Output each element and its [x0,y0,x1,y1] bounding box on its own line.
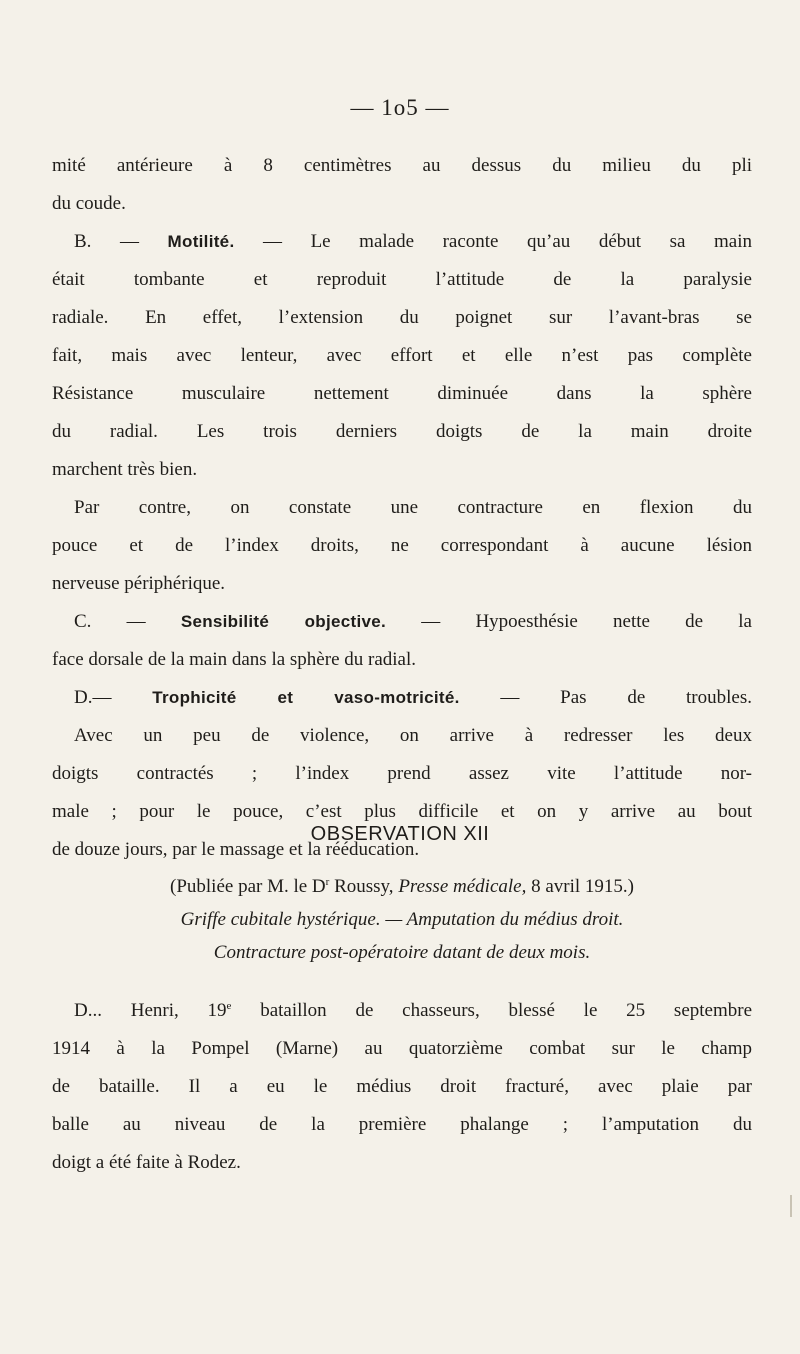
text-line [52,527,752,565]
observation-source [52,870,752,903]
body-text-top [52,147,752,869]
text-line [52,375,752,413]
section-letter: B. — [74,231,168,252]
line-text: était tombante et reproduit l’attitude de la paralysie [52,269,752,290]
source-sup: r [325,876,330,888]
line-text: — Hypoesthésie nette de la [386,611,752,632]
source-journal: Presse médicale, [398,876,527,897]
text-line [52,1030,752,1068]
observation-title: OBSERVATION XII [310,823,490,845]
text-line [52,992,752,1030]
source-date: 8 avril 1915.) [526,876,634,897]
line-text: Résistance musculaire nettement diminuée dans la sphère [52,383,752,404]
section-letter: D.— [74,687,153,708]
text-line [52,679,752,717]
text-line [52,489,752,527]
line-text: pouce et de l’index droits, ne correspondant à aucune lésion [52,535,752,556]
section-heading-motilite: Motilité. [167,232,235,251]
section-letter: C. — [74,611,181,632]
line-text: face dorsale de la main dans la sphère du radial. [52,649,417,670]
text-line [52,223,752,261]
text-line [52,1144,752,1182]
text-line [52,451,752,489]
line-text: D... Henri, 19 [74,1000,227,1021]
text-line [52,185,752,223]
line-text: balle au niveau de la première phalange ; l’amputation du [52,1114,752,1135]
observation-subtitle-2: Contracture post-opératoire datant de deux mois. [213,942,591,963]
line-text: — Le malade raconte qu’au début sa main [234,231,752,252]
section-heading-trophicite: Trophicité et vaso-motricité. [152,688,460,707]
body-text-bottom [52,992,752,1182]
line-text: nerveuse périphérique. [52,573,226,594]
source-prefix: (Publiée par M. le D [170,876,326,897]
text-line [52,755,752,793]
text-line [52,641,752,679]
text-line [52,147,752,185]
line-text: Avec un peu de violence, on arrive à redresser les deux [74,725,752,746]
line-text: — Pas de troubles. [459,687,752,708]
line-text: doigt a été faite à Rodez. [52,1152,241,1173]
line-text: doigts contractés ; l’index prend assez vite l’attitude nor- [52,763,752,784]
text-line [52,717,752,755]
line-text: fait, mais avec lenteur, avec effort et elle n’est pas complète [52,345,752,366]
line-text: Par contre, on constate une contracture en flexion du [74,497,752,518]
text-line [52,337,752,375]
text-line [52,565,752,603]
line-text: male ; pour le pouce, c’est plus difficile et on y arrive au bout [52,801,752,822]
source-author: Roussy, [329,876,399,897]
ordinal-sup: e [226,1000,232,1012]
line-text: 1914 à la Pompel (Marne) au quatorzième combat sur le champ [52,1038,752,1059]
observation-subtitle-1: Griffe cubitale hystérique. — Amputation du médius droit. [180,909,624,930]
text-line [52,261,752,299]
line-text: mité antérieure à 8 centimètres au dessus du milieu du pli [52,155,752,176]
line-text: de douze jours, par le massage et la rééducation. [52,839,420,860]
line-text: du radial. Les trois derniers doigts de la main droite [52,421,752,442]
line-text: radiale. En effet, l’extension du poignet sur l’avant-bras se [52,307,752,328]
text-line [52,413,752,451]
text-line [52,1068,752,1106]
observation-header [52,870,752,969]
line-text: bataillon de chasseurs, blessé le 25 septembre [231,1000,752,1021]
line-text: de bataille. Il a eu le médius droit fracturé, avec plaie par [52,1076,752,1097]
text-line [52,299,752,337]
text-line [52,1106,752,1144]
line-text: du coude. [52,193,126,214]
page-number: — 1o5 — [350,95,450,120]
page-edge-mark [790,1195,792,1217]
section-heading-sensibilite: Sensibilité objective. [180,612,387,631]
line-text: marchent très bien. [52,459,198,480]
text-line [52,603,752,641]
